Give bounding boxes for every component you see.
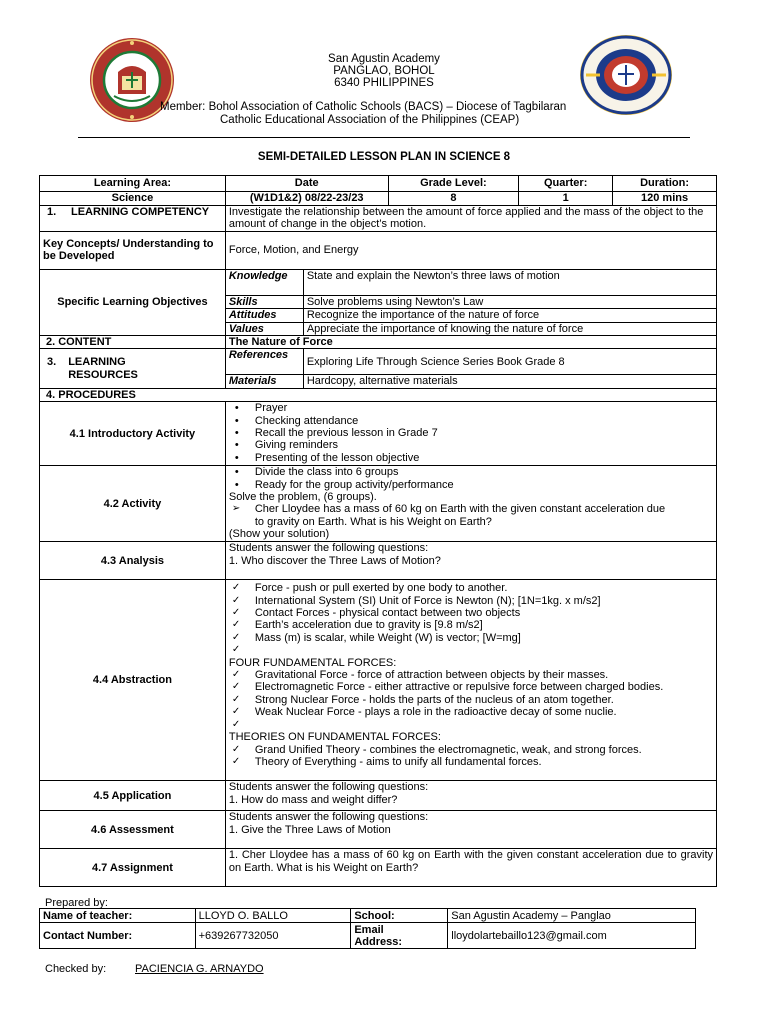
membership-line-1: Member: Bohol Association of Catholic Schools (BACS) – Diocese of Tagbilaran (160, 101, 567, 113)
resource-references-text: Exploring Life Through Science Series Book Grade 8 (303, 349, 716, 375)
email-value: lloydolartebaillo123@gmail.com (448, 923, 696, 949)
date-value: (W1D1&2) 08/22-23/23 (225, 192, 388, 206)
list-item: • Divide the class into 6 groups (229, 466, 713, 478)
abstraction-label: 4.4 Abstraction (40, 580, 226, 781)
assignment-label: 4.7 Assignment (40, 849, 226, 887)
analysis-label: 4.3 Analysis (40, 542, 226, 580)
list-item: • Presenting of the lesson objective (229, 452, 713, 464)
application-content (225, 781, 716, 811)
application-label: 4.5 Application (40, 781, 226, 811)
assessment-intro: Students answer the following questions: (228, 811, 429, 824)
assessment-label: 4.6 Assessment (40, 811, 226, 849)
teacher-name-label: Name of teacher: (40, 909, 196, 923)
list-item (229, 719, 713, 731)
lesson-plan-table (39, 175, 717, 887)
competency-number: 1. (47, 206, 57, 218)
list-item: ✓ International System (SI) Unit of Force is Newton (N); [1N=1kg. x m/s2] (229, 595, 713, 607)
objective-type-values: Values (225, 322, 303, 335)
learning-area-header: Learning Area: (40, 176, 226, 192)
quarter-header: Quarter: (519, 176, 613, 192)
checked-by (45, 963, 264, 975)
objective-type-attitudes: Attitudes (225, 309, 303, 322)
grade-level-value: 8 (388, 192, 519, 206)
objective-type-knowledge: Knowledge (225, 269, 303, 295)
membership-info (160, 101, 566, 126)
duration-header: Duration: (613, 176, 717, 192)
content-label: 2. CONTENT (40, 336, 226, 349)
list-item: ✓ Mass (m) is scalar, while Weight (W) is vector; [W=mg] (229, 632, 713, 644)
membership-line-2: Catholic Educational Association of the Philippines (CEAP) (220, 113, 520, 126)
list-item: ✓ Theory of Everything - aims to unify all fundamental forces. (229, 756, 713, 768)
date-header: Date (225, 176, 388, 192)
abstraction-content (225, 580, 716, 781)
application-question: 1. How do mass and weight differ? (228, 793, 398, 806)
introductory-content (225, 402, 716, 466)
assessment-content (225, 811, 716, 849)
email-label: Email Address: (351, 923, 448, 949)
prepared-by-label: Prepared by: (45, 897, 108, 909)
objective-type-skills: Skills (225, 295, 303, 308)
list-item: • Giving reminders (229, 439, 713, 451)
resources-number: 3. (47, 356, 57, 369)
objective-knowledge-text: State and explain the Newton’s three laws of motion (303, 269, 716, 295)
list-item: ✓ Electromagnetic Force - either attractive or repulsive force between charged bodies. (229, 681, 713, 693)
list-item: • Recall the previous lesson in Grade 7 (229, 427, 713, 439)
analysis-intro: Students answer the following questions: (228, 542, 429, 555)
introductory-label: 4.1 Introductory Activity (40, 402, 226, 466)
learning-area-value: Science (40, 192, 226, 206)
list-item: ✓ Force - push or pull exerted by one body to another. (229, 582, 713, 594)
competency-label: 1. LEARNING COMPETENCY (40, 206, 226, 232)
competency-text: Investigate the relationship between the amount of force applied and the mass of the object to the amount of change in the object’s motion. (225, 206, 716, 232)
activity-problem: ➢ Cher Lloydee has a mass of 60 kg on Earth with the given constant acceleration due to gravity on Earth. What is his Weight on Earth? (229, 503, 713, 528)
theories-heading: THEORIES ON FUNDAMENTAL FORCES: (228, 731, 441, 744)
content-text: The Nature of Force (225, 336, 716, 349)
school-name: San Agustin Academy (328, 53, 440, 65)
teacher-name-value: LLOYD O. BALLO (195, 909, 351, 923)
analysis-question: 1. Who discover the Three Laws of Motion? (228, 554, 441, 567)
list-item: • Prayer (229, 402, 713, 414)
objective-skills-text: Solve problems using Newton’s Law (303, 295, 716, 308)
list-item: ✓ Strong Nuclear Force - holds the parts of the nucleus of an atom together. (229, 694, 713, 706)
list-item: • Checking attendance (229, 415, 713, 427)
resources-label: 3. LEARNING RESOURCES (40, 349, 226, 388)
school-label: School: (351, 909, 448, 923)
objective-attitudes-text: Recognize the importance of the nature of force (303, 309, 716, 322)
grade-level-header: Grade Level: (388, 176, 519, 192)
contact-number-label: Contact Number: (40, 923, 196, 949)
school-country: 6340 PHILIPPINES (334, 77, 434, 89)
activity-label: 4.2 Activity (40, 466, 226, 542)
header-divider (78, 137, 690, 138)
resource-type-references: References (225, 349, 303, 375)
list-item: ✓ Gravitational Force - force of attraction between objects by their masses. (229, 669, 713, 681)
assignment-text: 1. Cher Lloydee has a mass of 60 kg on Earth with the given constant acceleration due to gravity on Earth. What is his Weight on Earth? (225, 849, 716, 887)
procedures-label: 4. PROCEDURES (40, 388, 717, 401)
activity-note: (Show your solution) (228, 528, 330, 541)
list-item: ✓ Weak Nuclear Force - plays a role in the radioactive decay of some nuclie. (229, 706, 713, 718)
list-item (229, 644, 713, 656)
checked-by-label: Checked by: (45, 963, 107, 975)
activity-instruction: Solve the problem, (6 groups). (228, 491, 377, 504)
application-intro: Students answer the following questions: (228, 781, 429, 794)
forces-heading: FOUR FUNDAMENTAL FORCES: (228, 656, 397, 669)
duration-value: 120 mins (613, 192, 717, 206)
analysis-content (225, 542, 716, 580)
activity-content (225, 466, 716, 542)
school-address: PANGLAO, BOHOL (333, 65, 435, 77)
assessment-question: 1. Give the Three Laws of Motion (228, 823, 391, 836)
resource-materials-text: Hardcopy, alternative materials (303, 375, 716, 388)
teacher-info-table (39, 908, 696, 949)
document-title: SEMI-DETAILED LESSON PLAN IN SCIENCE 8 (257, 151, 511, 163)
list-item: ✓ Earth’s acceleration due to gravity is [9.8 m/s2] (229, 619, 713, 631)
contact-number-value: +639267732050 (195, 923, 351, 949)
checker-name: PACIENCIA G. ARNAYDO (135, 963, 264, 975)
school-value: San Agustin Academy – Panglao (448, 909, 696, 923)
list-item: • Ready for the group activity/performance (229, 479, 713, 491)
resource-type-materials: Materials (225, 375, 303, 388)
key-concepts-text: Force, Motion, and Energy (225, 231, 716, 269)
key-concepts-label: Key Concepts/ Understanding to be Developed (40, 231, 226, 269)
objectives-label: Specific Learning Objectives (40, 269, 226, 335)
quarter-value: 1 (519, 192, 613, 206)
list-item: ✓ Grand Unified Theory - combines the electromagnetic, weak, and strong forces. (229, 744, 713, 756)
list-item: ✓ Contact Forces - physical contact between two objects (229, 607, 713, 619)
objective-values-text: Appreciate the importance of knowing the nature of force (303, 322, 716, 335)
